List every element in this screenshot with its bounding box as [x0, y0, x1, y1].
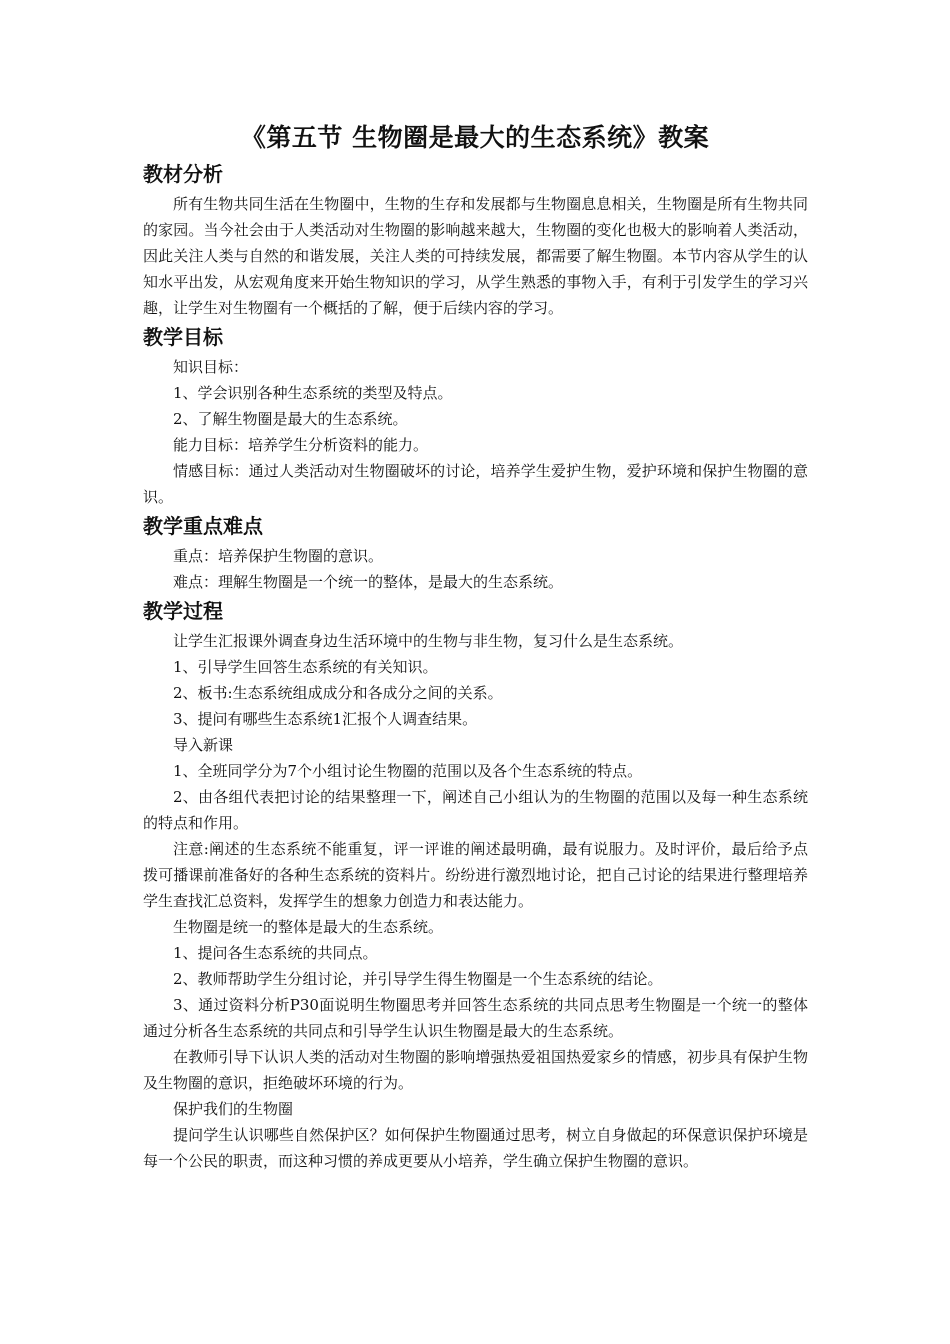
- section-heading: 教学目标: [143, 325, 223, 349]
- paragraph: 能力目标：培养学生分析资料的能力。: [173, 436, 429, 454]
- document-body: [143, 158, 808, 1174]
- paragraph: 2、板书:生态系统组成成分和各成分之间的关系。: [173, 684, 503, 702]
- paragraph: 导入新课: [173, 736, 234, 754]
- paragraph: 知识目标：: [173, 358, 249, 376]
- paragraph: 情感目标：通过人类活动对生物圈破坏的讨论，培养学生爱护生物，爱护环境和保护生物圈的意识。: [143, 462, 808, 506]
- paragraph: 2、了解生物圈是最大的生态系统。: [173, 410, 408, 428]
- paragraph: 1、全班同学分为7个小组讨论生物圈的范围以及各个生态系统的特点。: [173, 762, 643, 780]
- paragraph: 3、通过资料分析P30面说明生物圈思考并回答生态系统的共同点思考生物圈是一个统一的整体通过分析各生态系统的共同点和引导学生认识生物圈是最大的生态系统。: [143, 996, 808, 1040]
- paragraph: 2、由各组代表把讨论的结果整理一下，阐述自己小组认为的生物圈的范围以及每一种生态系统的特点和作用。: [143, 788, 808, 832]
- paragraph: 所有生物共同生活在生物圈中，生物的生存和发展都与生物圈息息相关，生物圈是所有生物共同的家园。当今社会由于人类活动对生物圈的影响越来越大，生物圈的变化也极大的影响着人类活动，因此关注人类与自然的和谐发展，关注人类的可持续发展，都需要了解生物圈。本节内容从学生的认知水平出发，从宏观角度来开始生物知识的学习，从学生熟悉的事物入手，有利于引发学生的学习兴趣，让学生对生物圈有一个概括的了解，便于后续内容的学习。: [143, 195, 808, 317]
- paragraph: 在教师引导下认识人类的活动对生物圈的影响增强热爱祖国热爱家乡的情感，初步具有保护生物及生物圈的意识，拒绝破坏环境的行为。: [143, 1048, 808, 1092]
- paragraph: 1、提问各生态系统的共同点。: [173, 944, 378, 962]
- paragraph: 重点：培养保护生物圈的意识。: [173, 547, 384, 565]
- section-heading: 教学重点难点: [143, 514, 263, 538]
- paragraph: 2、教师帮助学生分组讨论，并引导学生得生物圈是一个生态系统的结论。: [173, 970, 663, 988]
- paragraph: 1、引导学生回答生态系统的有关知识。: [173, 658, 438, 676]
- paragraph: 难点：理解生物圈是一个统一的整体，是最大的生态系统。: [173, 573, 564, 591]
- section-heading: 教学过程: [143, 599, 223, 623]
- document-title: 《第五节 生物圈是最大的生态系统》教案: [240, 123, 710, 152]
- section-heading: 教材分析: [143, 162, 223, 186]
- paragraph: 提问学生认识哪些自然保护区？如何保护生物圈通过思考，树立自身做起的环保意识保护环境是每一个公民的职责，而这种习惯的养成更要从小培养，学生确立保护生物圈的意识。: [143, 1126, 808, 1170]
- paragraph: 3、提问有哪些生态系统1汇报个人调查结果。: [173, 710, 478, 728]
- paragraph: 1、学会识别各种生态系统的类型及特点。: [173, 384, 453, 402]
- paragraph: 生物圈是统一的整体是最大的生态系统。: [173, 918, 444, 936]
- paragraph: 让学生汇报课外调查身边生活环境中的生物与非生物，复习什么是生态系统。: [173, 632, 684, 650]
- paragraph: 保护我们的生物圈: [173, 1100, 294, 1118]
- paragraph: 注意:阐述的生态系统不能重复，评一评谁的阐述最明确，最有说服力。及时评价，最后给予点拨可播课前准备好的各种生态系统的资料片。纷纷进行激烈地讨论，把自己讨论的结果进行整理培养学生查找汇总资料，发挥学生的想象力创造力和表达能力。: [143, 840, 808, 910]
